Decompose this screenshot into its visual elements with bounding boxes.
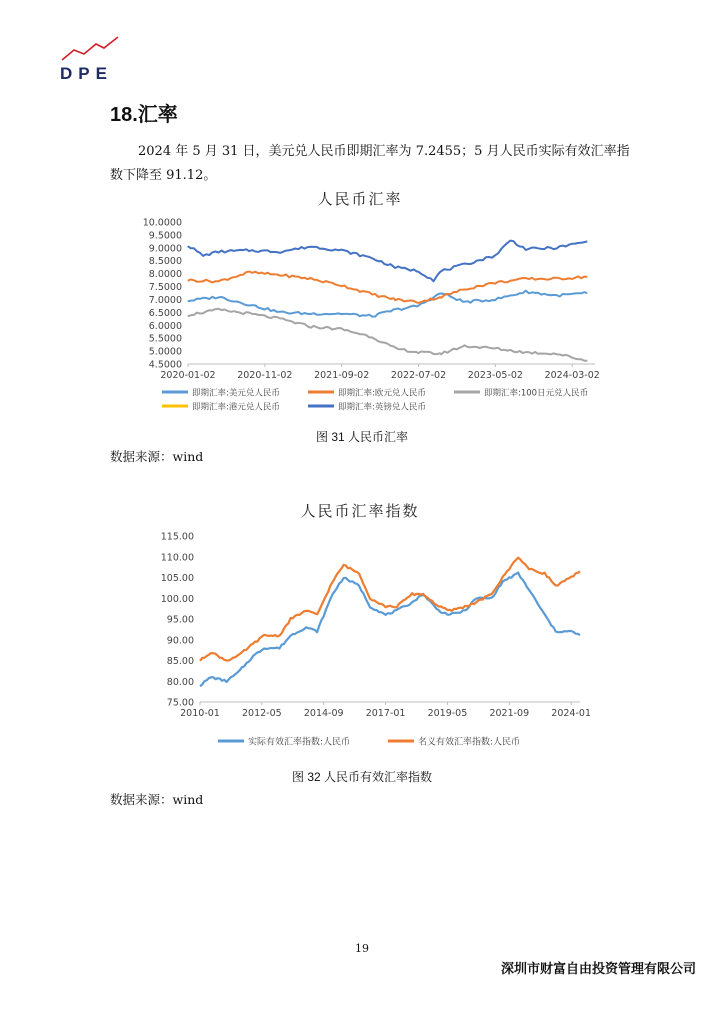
x-tick-label: 2024-01 [551,708,592,719]
legend-label: 即期汇率:英镑兑人民币 [338,402,426,413]
y-tick-label: 9.0000 [148,243,182,255]
legend-label: 即期汇率:欧元兑人民币 [338,388,426,399]
y-tick-label: 110.00 [160,552,194,564]
chart2-title: 人民币汇率指数 [300,502,420,520]
y-tick-label: 8.5000 [148,256,182,268]
y-tick-label: 6.0000 [148,320,182,332]
y-tick-label: 10.0000 [142,217,182,229]
figure2-caption: 图 32 人民币有效汇率指数 [291,770,433,784]
x-tick-label: 2017-01 [365,708,406,719]
y-tick-label: 90.00 [166,635,194,647]
y-tick-label: 4.5000 [148,359,182,371]
y-tick-label: 6.5000 [148,307,182,319]
y-tick-label: 5.0000 [148,346,182,358]
y-tick-label: 5.5000 [148,333,182,345]
series-line-4 [188,241,588,282]
y-tick-label: 8.0000 [148,269,182,281]
y-tick-label: 100.00 [160,593,194,605]
legend-label: 名义有效汇率指数:人民币 [418,737,521,748]
y-tick-label: 80.00 [166,676,194,688]
y-tick-label: 9.5000 [148,230,182,242]
x-tick-label: 2022-07-02 [390,370,447,381]
series-line-1 [188,272,588,303]
x-tick-label: 2020-01-02 [160,370,216,381]
page-number: 19 [355,942,369,955]
y-tick-label: 75.00 [166,697,194,709]
series-line-0 [200,573,580,687]
x-tick-label: 2024-03-02 [544,370,600,381]
logo-text: DPE [60,64,113,83]
x-tick-label: 2020-11-02 [237,370,293,381]
company-name: 深圳市财富自由投资管理有限公司 [500,962,696,977]
legend-label: 即期汇率:100日元兑人民币 [484,388,589,399]
y-tick-label: 7.5000 [148,282,182,294]
y-tick-label: 115.00 [160,531,194,543]
series-line-2 [188,309,588,361]
figure1-caption: 图 31 人民币汇率 [315,430,409,444]
legend-label: 即期汇率:美元兑人民币 [192,388,280,399]
x-tick-label: 2021-09-02 [314,370,370,381]
chart2-plot [140,528,610,758]
y-tick-label: 105.00 [160,573,194,584]
x-tick-label: 2021-09 [489,708,530,719]
body-paragraph: 2024 年 5 月 31 日，美元兑人民币即期汇率为 7.2455；5 月人民币实际有效汇率指数下降至 91.12。 [110,144,630,183]
y-tick-label: 95.00 [166,614,194,626]
x-tick-label: 2010-01 [180,708,220,719]
y-tick-label: 7.0000 [148,294,182,306]
figure2-source: 数据来源：wind [110,792,204,807]
figure1-source: 数据来源：wind [110,449,204,464]
x-tick-label: 2014-09 [303,708,344,719]
x-tick-label: 2023-05-02 [467,370,523,381]
x-tick-label: 2019-05 [427,708,468,719]
y-tick-label: 85.00 [166,656,194,667]
series-line-1 [200,558,580,661]
legend-label: 实际有效汇率指数:人民币 [248,737,351,748]
legend-label: 即期汇率:港元兑人民币 [192,402,280,413]
chart1-title: 人民币汇率 [317,190,403,208]
x-tick-label: 2012-05 [242,708,282,719]
chart1-plot [140,214,610,414]
logo-mark-icon [60,34,122,64]
section-title: 18.汇率 [110,104,178,126]
